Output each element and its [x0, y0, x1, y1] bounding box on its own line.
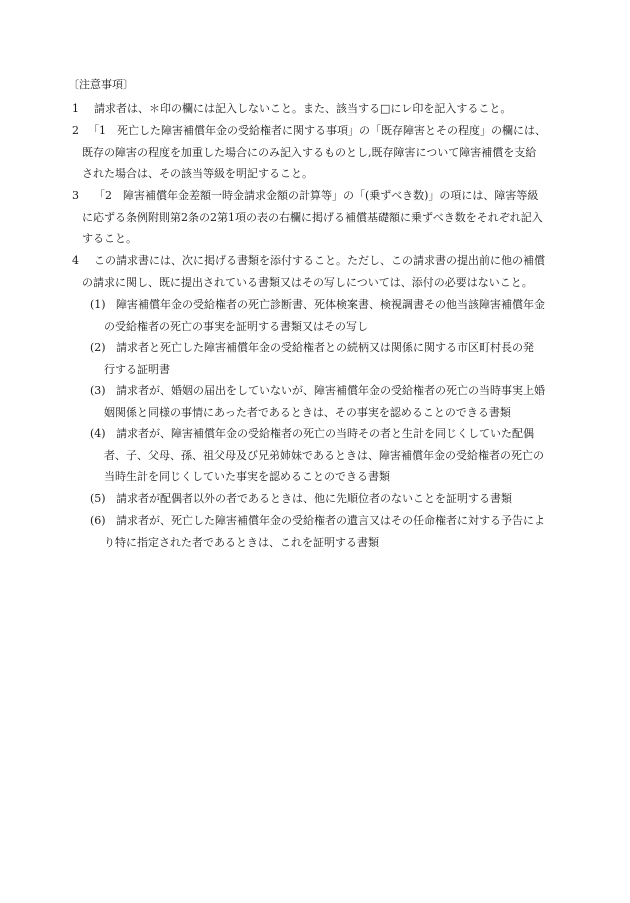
note-text-line: 請求者は、＊印の欄には記入しないこと。また、該当する□にレ印を記入すること。: [94, 102, 512, 115]
sub-item-number: (4): [90, 427, 106, 440]
sub-item-text-line: り特に指定された者であるときは、これを証明する書類: [104, 535, 379, 549]
sub-item-2: [90, 337, 534, 380]
note-item-2: [72, 120, 546, 185]
note-text-line: 「2 障害補償年金差額一時金請求金額の計算等」の「(乗ずべき数)」の項には、障害等級: [94, 189, 539, 202]
note-text-line: この請求書には、次に掲げる書類を添付すること。ただし、この請求書の提出前に他の補償: [94, 254, 545, 267]
note-text-line: 「1 死亡した障害補償年金の受給権者に関する事項」の「既存障害とその程度」の欄には、: [88, 124, 546, 137]
sub-item-number: (3): [90, 384, 106, 397]
sub-item-text-line: 障害補償年金の受給権者の死亡診断書、死体検案書、検視調書その他当該障害補償年金: [116, 298, 545, 311]
note-item-4: [72, 250, 545, 293]
note-item-1: [72, 98, 511, 120]
sub-item-text-line: 請求者が、障害補償年金の受給権者の死亡の当時その者と生計を同じくしていた配偶: [116, 427, 534, 440]
note-number: 2: [72, 124, 79, 137]
sub-item-number: (2): [90, 341, 106, 354]
sub-item-number: (6): [90, 514, 106, 527]
notes-heading: 〔注意事項〕: [68, 78, 134, 91]
sub-item-text-line: 請求者が配偶者以外の者であるときは、他に先順位者のないことを証明する書類: [116, 492, 512, 505]
sub-item-text-line: 請求者が、死亡した障害補償年金の受給権者の遺言又はその任命権者に対する予告によ: [116, 514, 545, 527]
sub-item-number: (1): [90, 298, 106, 311]
sub-item-text-line: 者、子、父母、孫、祖父母及び兄弟姉妹であるときは、障害補償年金の受給権者の死亡の: [104, 448, 544, 462]
sub-item-text-line: 請求者と死亡した障害補償年金の受給権者との続柄又は関係に関する市区町村長の発: [116, 341, 534, 354]
sub-item-text-line: 行する証明書: [104, 362, 170, 376]
sub-item-3: [90, 380, 545, 423]
sub-item-6: [90, 510, 545, 553]
note-text-line: に応ずる条例附則第2条の2第1項の表の右欄に掲げる補償基礎額に乗ずべき数をそれぞれ記入: [82, 210, 543, 224]
sub-item-text-line: 当時生計を同じくしていた事実を認めることのできる書類: [104, 470, 390, 483]
sub-item-4: [90, 423, 544, 488]
note-text-line: すること。: [82, 232, 137, 245]
sub-item-1: [90, 294, 545, 337]
sub-item-number: (5): [90, 492, 106, 505]
sub-item-text-line: 請求者が、婚姻の届出をしていないが、障害補償年金の受給権者の死亡の当時事実上婚: [116, 384, 545, 397]
note-item-3: [72, 185, 543, 250]
note-text-line: された場合は、その該当等級を明記すること。: [82, 167, 313, 180]
note-number: 1: [72, 102, 79, 115]
sub-item-text-line: の受給権者の死亡の事実を証明する書類又はその写し: [104, 319, 368, 333]
note-number: 3: [72, 189, 79, 202]
sub-item-text-line: 姻関係と同様の事情にあった者であるときは、その事実を認めることのできる書類: [104, 405, 511, 419]
sub-item-5: [90, 488, 512, 510]
note-text-line: 既存の障害の程度を加重した場合にのみ記入するものとし,既存障害について障害補償を支給: [82, 145, 537, 159]
note-number: 4: [72, 254, 79, 267]
note-text-line: の請求に関し、既に提出されている書類又はその写しについては、添付の必要はないこと。: [82, 275, 533, 289]
